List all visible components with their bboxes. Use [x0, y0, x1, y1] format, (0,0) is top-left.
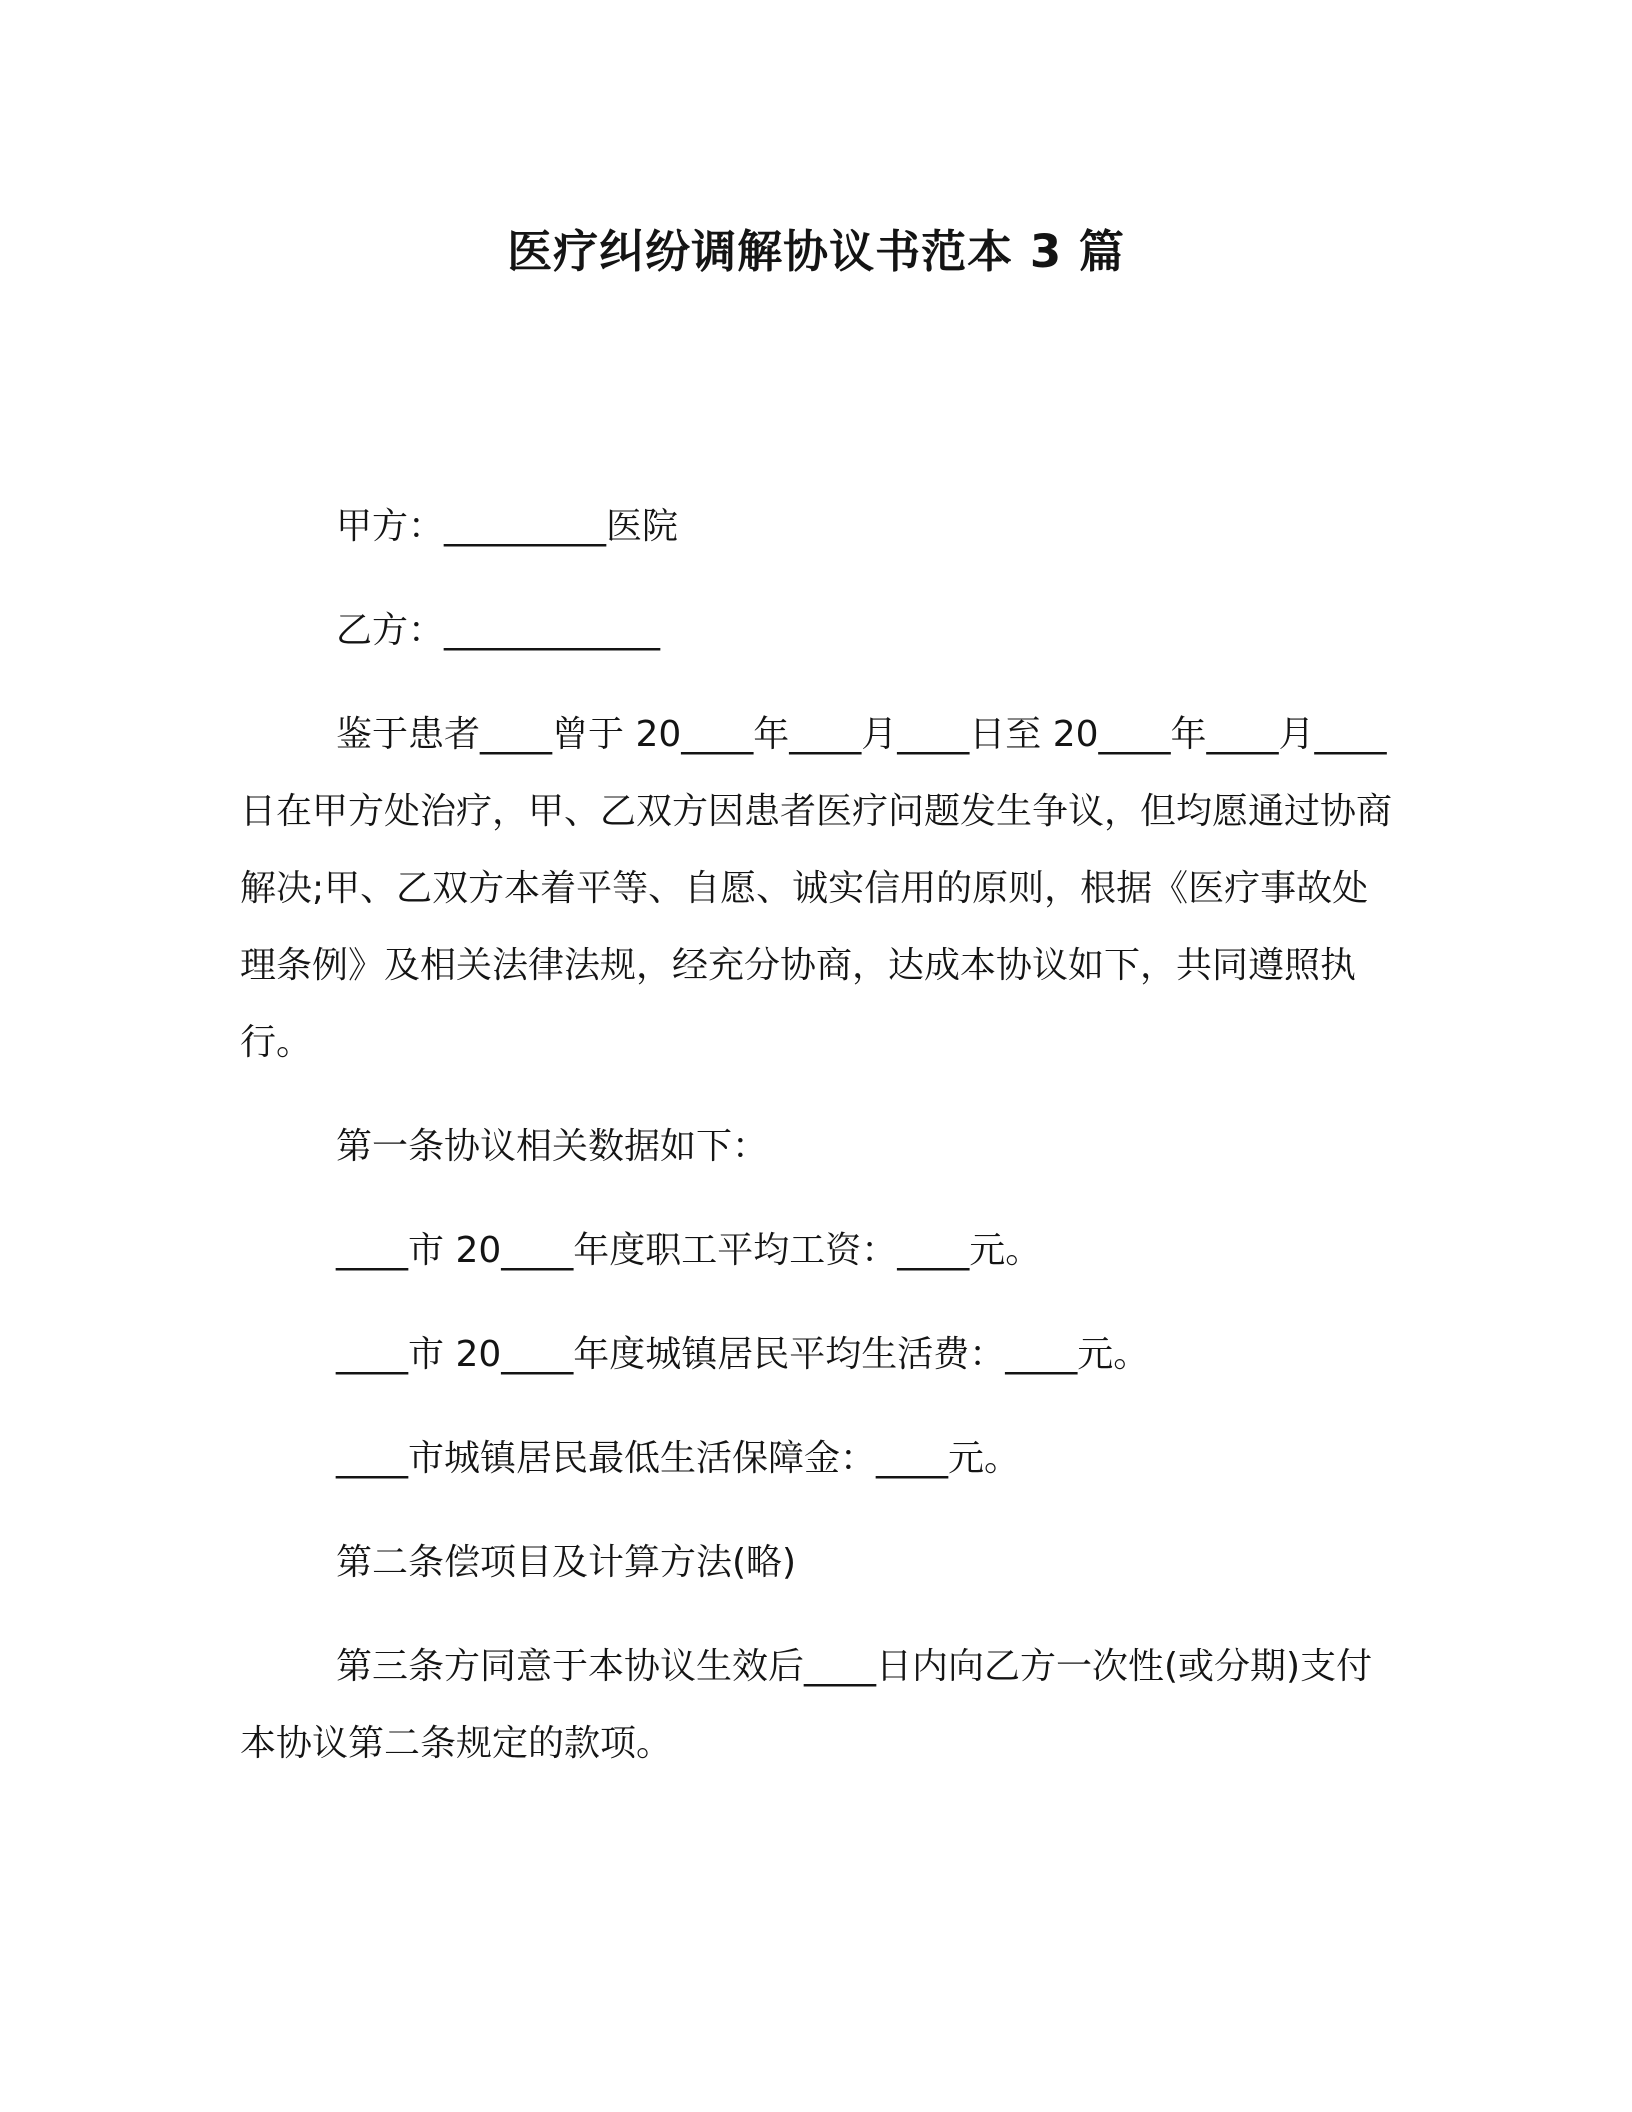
party-a-line: 甲方：_________医院 [336, 506, 679, 547]
article-3-paragraph: 第三条方同意于本协议生效后____日内向乙方一次性(或分期)支付本协议第二条规定的款项。 [240, 1646, 1373, 1764]
minimum-allowance-line: ____市城镇居民最低生活保障金：____元。 [336, 1438, 1021, 1479]
document-body [240, 488, 1392, 1782]
article-1-heading: 第一条协议相关数据如下： [336, 1126, 769, 1167]
average-wage-line: ____市 20____年度职工平均工资：____元。 [336, 1230, 1042, 1271]
living-expense-line: ____市 20____年度城镇居民平均生活费：____元。 [336, 1334, 1150, 1375]
party-b-line: 乙方：____________ [336, 610, 661, 651]
preamble-paragraph: 鉴于患者____曾于 20____年____月____日至 20____年____月____日在甲方处治疗，甲、乙双方因患者医疗问题发生争议，但均愿通过协商解决;甲、乙双方本着平等、自愿、诚实信用的原则，根据《医疗事故处理条例》及相关法律法规，经充分协商，达成本协议如下，共同遵照执行。 [240, 714, 1393, 1063]
article-2-paragraph: 第二条偿项目及计算方法(略) [336, 1542, 797, 1583]
document-title: 医疗纠纷调解协议书范本 3 篇 [507, 225, 1125, 278]
